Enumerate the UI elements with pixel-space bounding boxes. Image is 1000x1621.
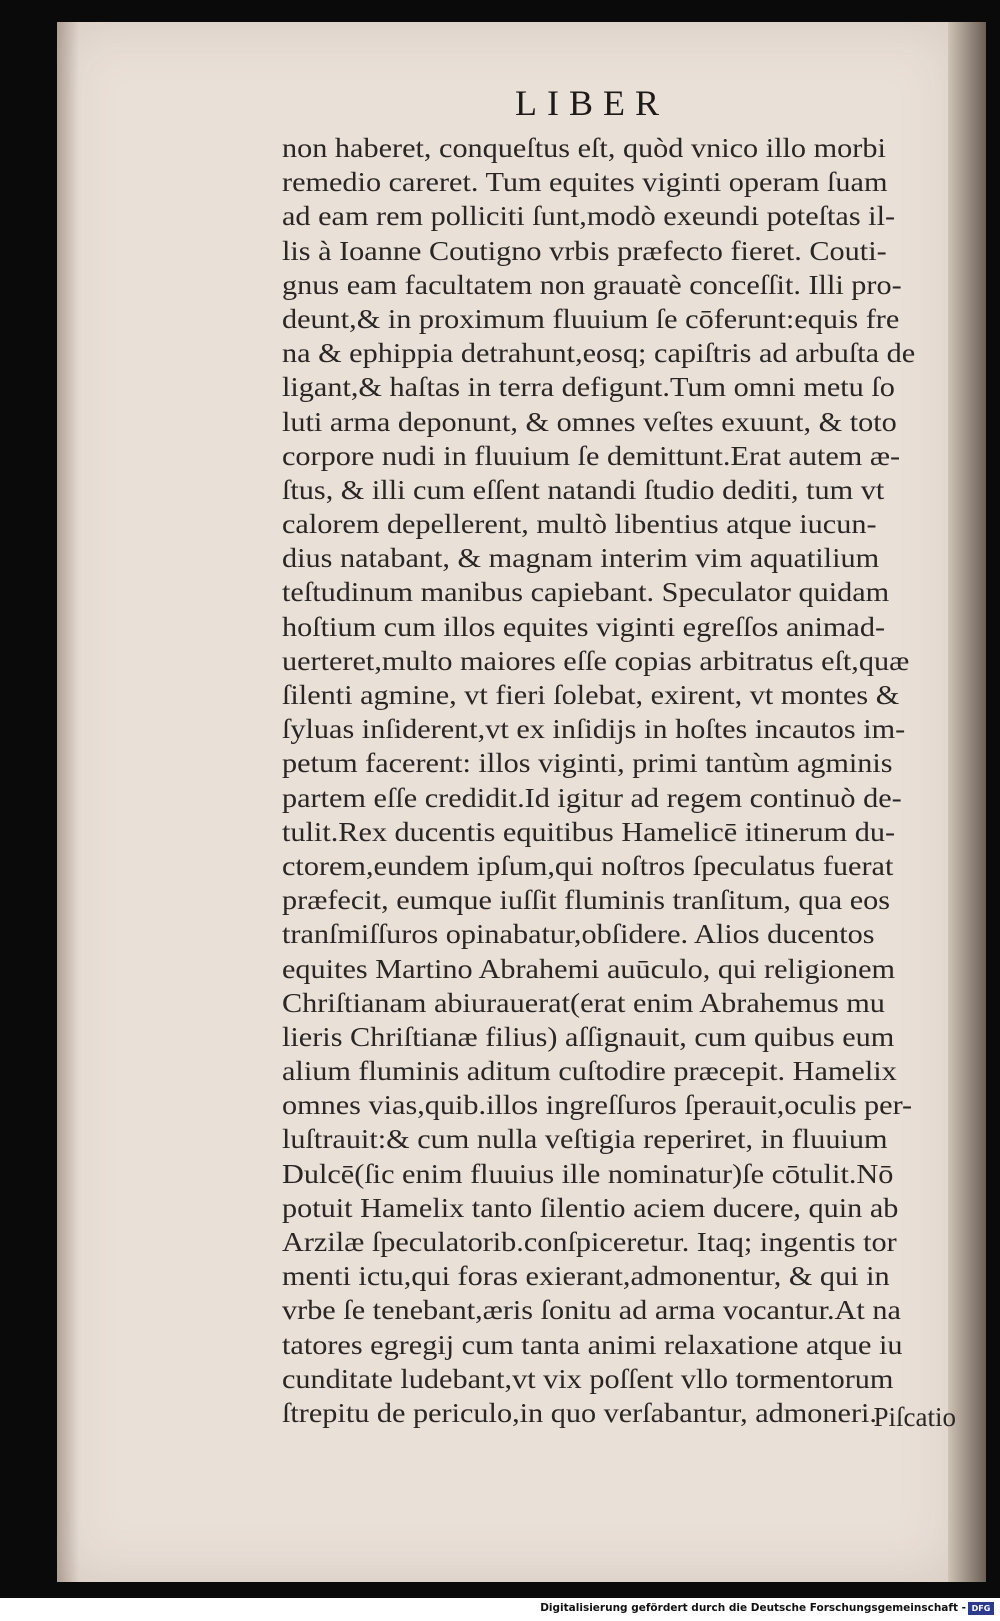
text-line: teſtudinum manibus capiebant. Speculator quidam <box>282 577 890 608</box>
page-gutter-shadow <box>57 22 79 1582</box>
dfg-logo: DFG <box>968 1602 994 1615</box>
text-line: ad eam rem polliciti ſunt,modò exeundi poteſtas il- <box>282 201 896 232</box>
digitization-credit: Digitalisierung gefördert durch die Deutsche Forschungsgemeinschaft - <box>540 1602 966 1614</box>
body-text <box>282 131 982 1430</box>
text-line: ſtus, & illi cum eſſent natandi ſtudio dediti, tum vt <box>282 474 885 505</box>
text-line: uerteret,multo maiores eſſe copias arbitratus eſt,quæ <box>282 645 910 676</box>
text-line: luti arma deponunt, & omnes veſtes exuunt, & toto <box>282 406 897 437</box>
text-line: lis à Ioanne Coutigno vrbis præfecto fieret. Couti- <box>282 235 887 266</box>
text-line: Chriſtianam abiurauerat(erat enim Abrahemus mu <box>282 987 885 1018</box>
text-line: menti ictu,qui foras exierant,admonentur, & qui in <box>282 1261 890 1292</box>
text-line: ſtrepitu de periculo,in quo verſabantur, admoneri. <box>282 1397 877 1428</box>
text-line: ſyluas inſiderent,vt ex inſidijs in hoſtes incautos im- <box>282 714 906 745</box>
text-line: luſtrauit:& cum nulla veſtigia reperiret, in fluuium <box>282 1124 888 1155</box>
text-line: non haberet, conqueſtus eſt, quòd vnico illo morbi <box>282 133 886 163</box>
text-line: dius natabant, & magnam interim vim aquatilium <box>282 543 880 574</box>
text-line: corpore nudi in fluuium ſe demittunt.Erat autem æ- <box>282 440 901 471</box>
text-line: gnus eam facultatem non grauatè conceſſit. Illi pro- <box>282 269 902 300</box>
text-line: calorem depellerent, multò libentius atque iucun- <box>282 509 877 540</box>
text-line: tulit.Rex ducentis equitibus Hamelicē itinerum du- <box>282 816 896 847</box>
text-line: ligant,& haſtas in terra defigunt.Tum omni metu ſo <box>282 372 895 403</box>
text-line: præfecit, eumque iuſſit fluminis tranſitum, qua eos <box>282 885 891 916</box>
text-line: hoſtium cum illos equites viginti egreſſos animad- <box>282 611 886 642</box>
text-line: Dulcē(ſic enim fluuius ille nominatur)ſe cōtulit.Nō <box>282 1158 894 1189</box>
text-line: vrbe ſe tenebant,æris ſonitu ad arma vocantur.At na <box>282 1295 901 1326</box>
text-line: equites Martino Abrahemi auūculo, qui religionem <box>282 953 896 984</box>
text-line: alium fluminis aditum cuſtodire præcepit. Hamelix <box>282 1056 897 1087</box>
text-line: remedio careret. Tum equites viginti operam ſuam <box>282 167 888 198</box>
text-line: deunt,& in proximum fluuium ſe cōferunt:equis fre <box>282 303 900 334</box>
catchword: Piſcatio <box>873 1402 956 1432</box>
text-line: tatores egregij cum tanta animi relaxatione atque iu <box>282 1329 903 1360</box>
text-line: lieris Chriſtianæ filius) aſſignauit, cum quibus eum <box>282 1021 895 1052</box>
running-head: LIBER <box>515 83 669 123</box>
text-line: cunditate ludebant,vt vix poſſent vllo tormentorum <box>282 1363 894 1394</box>
text-line: tranſmiſſuros opinabatur,obſidere. Alios ducentos <box>282 919 875 950</box>
text-line: petum facerent: illos viginti, primi tantùm agminis <box>282 748 893 779</box>
text-line: potuit Hamelix tanto ſilentio aciem ducere, quin ab <box>282 1192 899 1223</box>
text-line: ſilenti agmine, vt fieri ſolebat, exirent, vt montes & <box>282 680 900 710</box>
text-line: na & ephippia detrahunt,eosq; capiſtris ad arbuſta de <box>282 338 916 369</box>
text-line: Arzilæ ſpeculatorib.conſpiceretur. Itaq; ingentis tor <box>282 1227 897 1257</box>
text-line: ctorem,eundem ipſum,qui noſtros ſpeculatus fuerat <box>282 850 894 881</box>
text-line: omnes vias,quib.illos ingreſſuros ſperauit,oculis per- <box>282 1090 913 1121</box>
text-line: partem eſſe credidit.Id igitur ad regem continuò de- <box>282 782 902 813</box>
